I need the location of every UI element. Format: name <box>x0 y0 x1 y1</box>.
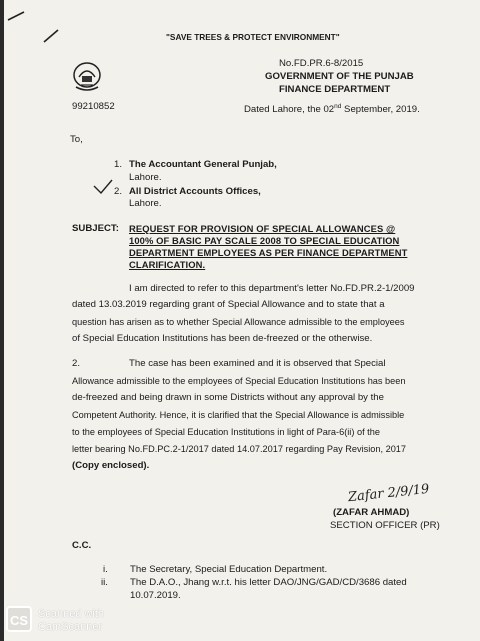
paragraph-2-number: 2. <box>72 358 81 369</box>
subject-line: REQUEST FOR PROVISION OF SPECIAL ALLOWANCES @ <box>129 223 396 234</box>
dated-rest: September, 2019. <box>341 104 420 116</box>
tick-mark-icon <box>92 178 114 196</box>
cc-item-text: The Secretary, Special Education Department. <box>130 564 328 575</box>
paragraph-2-line: letter bearing No.FD.PC.2-1/2017 dated 14.07.2017 regarding Pay Revision, 2017 <box>72 444 407 454</box>
dated-line <box>244 101 420 116</box>
paragraph-1-line: dated 13.03.2019 regarding grant of Special Allowance and to state that a <box>72 299 385 310</box>
cc-item-number: i. <box>103 564 108 575</box>
paragraph-2-line: The case has been examined and it is observed that Special <box>129 358 386 369</box>
addressee-name: The Accountant General Punjab, <box>129 159 277 170</box>
paragraph-2-line: Competent Authority. Hence, it is clarified that the Special Allowance is admissible <box>72 410 405 420</box>
camscanner-logo-icon: CS <box>6 606 32 632</box>
pen-mark-icon <box>6 6 66 46</box>
paragraph-2-line: Allowance admissible to the employees of Special Education Institutions has been <box>72 376 406 386</box>
dated-suffix-ordinal: nd <box>334 103 342 110</box>
addressee-city: Lahore. <box>129 198 162 209</box>
reference-number: No.FD.PR.6-8/2015 <box>279 58 364 69</box>
subject-label: SUBJECT: <box>72 223 119 234</box>
paragraph-1-line: of Special Education Institutions has been de-freezed or the otherwise. <box>72 333 373 344</box>
to-label: To, <box>70 134 83 145</box>
cc-label: C.C. <box>72 540 92 551</box>
government-title: GOVERNMENT OF THE PUNJAB <box>265 71 414 82</box>
camscanner-text-line2: CamScanner <box>38 621 103 633</box>
copy-enclosed: (Copy enclosed). <box>72 460 150 471</box>
addressee-city: Lahore. <box>129 172 162 183</box>
cc-item-number: ii. <box>101 577 108 588</box>
phone-number: 99210852 <box>72 101 115 112</box>
paragraph-2-line: to the employees of Special Education Institutions in light of Para-6(ii) of the <box>72 427 380 437</box>
punjab-govt-logo-icon <box>72 61 102 95</box>
addressee-number: 1. <box>114 159 123 170</box>
addressee-name: All District Accounts Offices, <box>129 186 261 197</box>
slogan: "SAVE TREES & PROTECT ENVIRONMENT" <box>166 32 340 42</box>
camscanner-text-line1: Scanned with <box>38 608 105 620</box>
addressee-number: 2. <box>114 186 123 197</box>
paragraph-1-line: question has arisen as to whether Special Allowance admissible to the employees <box>72 317 405 327</box>
subject-line: 100% OF BASIC PAY SCALE 2008 TO SPECIAL EDUCATION <box>129 235 400 246</box>
signatory-name: (ZAFAR AHMAD) <box>333 507 410 518</box>
dated-prefix: Dated Lahore, the 02 <box>244 104 335 116</box>
subject-line: DEPARTMENT EMPLOYEES AS PER FINANCE DEPARTMENT <box>129 247 408 258</box>
department-title: FINANCE DEPARTMENT <box>279 84 391 95</box>
handwritten-signature: Zafar 2/9/19 <box>347 481 431 506</box>
paragraph-2-line: de-freezed and being drawn in some Districts without any approval by the <box>72 392 384 403</box>
cc-item-text: The D.A.O., Jhang w.r.t. his letter DAO/JNG/GAD/CD/3686 dated <box>130 577 407 588</box>
paragraph-1-line: I am directed to refer to this department's letter No.FD.PR.2-1/2009 <box>129 283 415 294</box>
subject-line: CLARIFICATION. <box>129 259 206 270</box>
cc-item-text-continued: 10.07.2019. <box>130 590 181 601</box>
signatory-title: SECTION OFFICER (PR) <box>330 520 440 531</box>
